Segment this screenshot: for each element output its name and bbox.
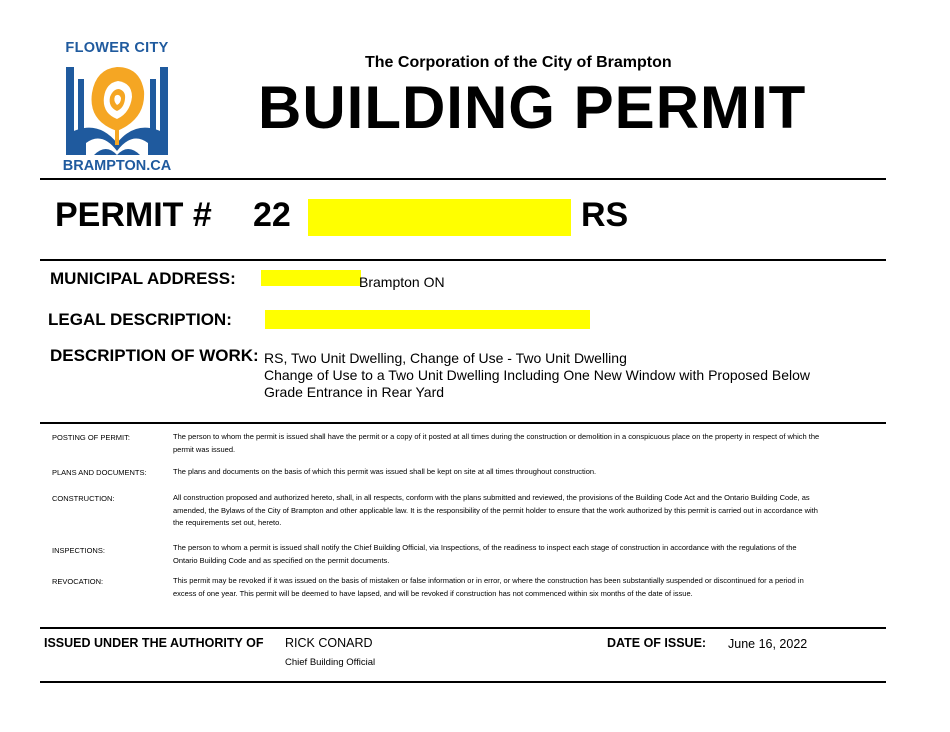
legal-description-redaction: [265, 310, 590, 329]
condition-text: The person to whom a permit is issued shall notify the Chief Building Official, via Inspections, of the readiness to inspect each stage of construction in accordance with the regulations of the Ontario Building Code and as specified on the permit documents.: [173, 543, 797, 565]
description-of-work-label: DESCRIPTION OF WORK:: [50, 346, 259, 365]
conditions-divider: [40, 627, 886, 629]
condition-text: The person to whom the permit is issued shall have the permit or a copy of it posted at all times during the construction or demolition in a conspicuous place on the property in respect of which the permit was issued.: [173, 432, 820, 454]
condition-label: CONSTRUCTION:: [52, 494, 115, 503]
authority-label: ISSUED UNDER THE AUTHORITY OF: [44, 636, 264, 650]
date-of-issue-label: DATE OF ISSUE:: [607, 636, 707, 650]
condition-label: PLANS AND DOCUMENTS:: [52, 468, 147, 477]
permit-divider: [40, 259, 886, 261]
condition-label: POSTING OF PERMIT:: [52, 433, 130, 442]
city-logo: [58, 40, 176, 178]
condition-label: INSPECTIONS:: [52, 546, 105, 555]
logo-bottom-text: BRAMPTON.CA: [62, 158, 172, 174]
details-divider: [40, 422, 886, 424]
description-line-3: Grade Entrance in Rear Yard: [264, 384, 445, 400]
date-of-issue-value: June 16, 2022: [728, 637, 808, 651]
logo-top-text: FLOWER CITY: [65, 40, 169, 56]
municipal-address-city: Brampton ON: [359, 274, 445, 290]
permit-number-redaction: [308, 199, 571, 236]
flower-logo-icon: [66, 59, 168, 155]
legal-description-label: LEGAL DESCRIPTION:: [48, 310, 232, 329]
condition-text: The plans and documents on the basis of which this permit was issued shall be kept on site at all times throughout construction.: [173, 467, 597, 476]
header-divider: [40, 178, 886, 180]
condition-label: REVOCATION:: [52, 577, 104, 586]
condition-text: All construction proposed and authorized hereto, shall, in all respects, conform with the plans submitted and reviewed, the provisions of the Building Code Act and the Ontario Building Code, as amended, the Bylaws of the City of Brampton and other applicable law. It is the responsibility of the permit holder to ensure that the work authorized by this permit is carried out in accordance with the requirements set out, hereto.: [173, 493, 818, 527]
permit-number-suffix: RS: [581, 196, 629, 234]
footer-divider: [40, 681, 886, 683]
condition-text: This permit may be revoked if it was issued on the basis of mistaken or false information or in error, or where the construction has been substantially suspended or discontinued for a period in excess of one year. This permit will be deemed to have lapsed, and will be revoked if construction has not commenced within six months of the date of issue.: [173, 576, 804, 598]
official-title: Chief Building Official: [285, 657, 376, 668]
municipal-address-label: MUNICIPAL ADDRESS:: [50, 269, 236, 288]
address-redaction: [261, 270, 361, 286]
page-title: BUILDING PERMIT: [258, 74, 807, 141]
description-line-1: RS, Two Unit Dwelling, Change of Use - Two Unit Dwelling: [264, 350, 627, 366]
permit-number-label: PERMIT #: [55, 196, 212, 234]
description-line-2: Change of Use to a Two Unit Dwelling Including One New Window with Proposed Below: [264, 367, 811, 383]
corporation-name: The Corporation of the City of Brampton: [365, 54, 672, 71]
official-name: RICK CONARD: [285, 636, 373, 650]
permit-number-prefix: 22: [253, 196, 291, 234]
